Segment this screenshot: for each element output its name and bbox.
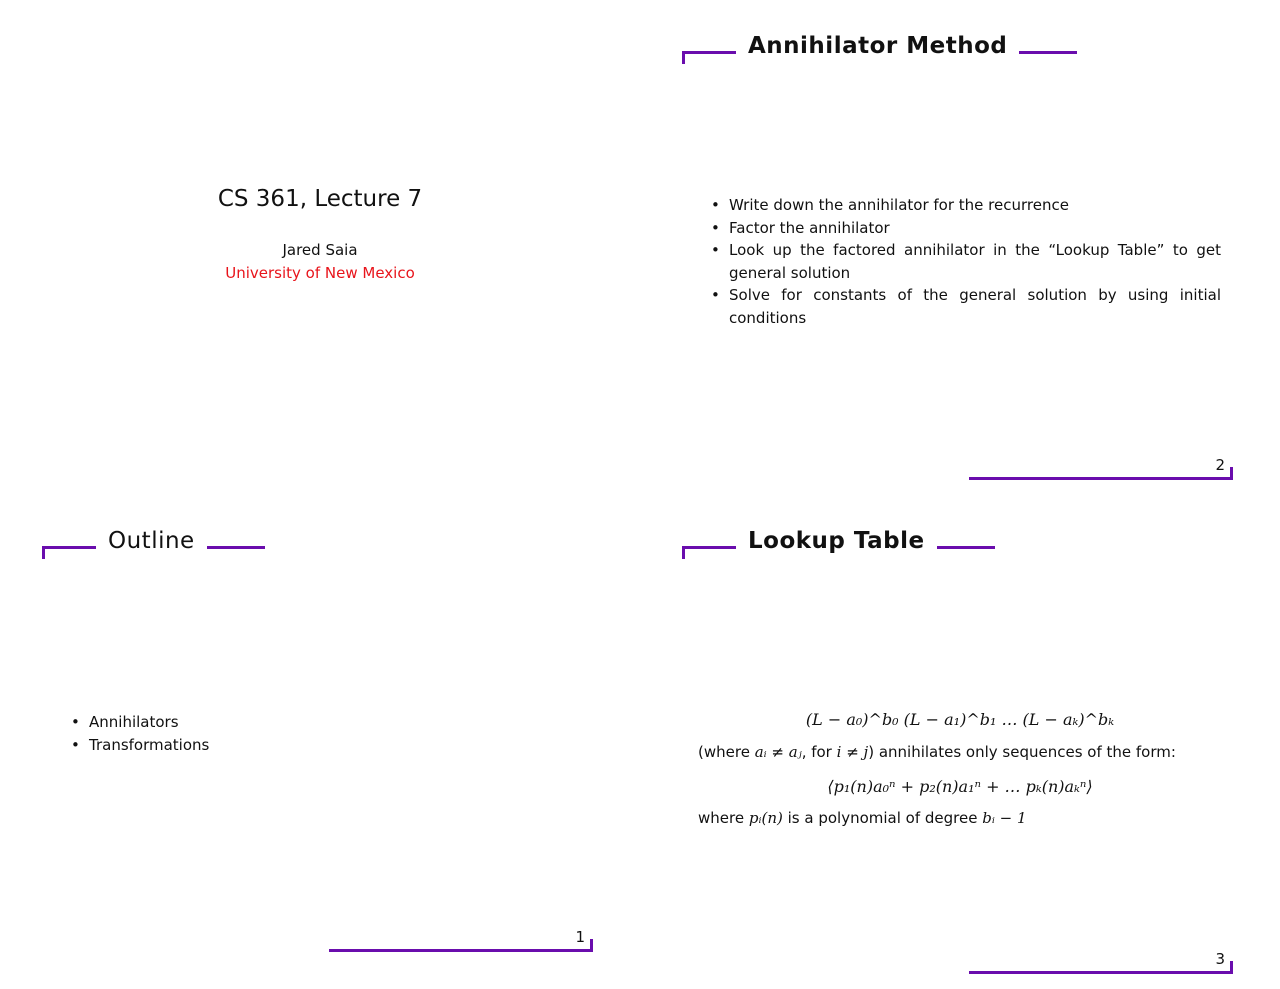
condition-i-neq-j: i ≠ j (836, 743, 869, 761)
slide-header (42, 523, 265, 559)
outline-slide (0, 495, 640, 989)
annihilator-method-slide (640, 0, 1280, 494)
slide-title: Annihilator Method (748, 33, 1008, 59)
title-slide (0, 0, 640, 494)
bullet-list (711, 194, 1221, 329)
header-bar-right (207, 546, 265, 549)
bullet-item: • Factor the annihilator (711, 217, 1221, 240)
poly-degree: bᵢ − 1 (982, 809, 1027, 827)
slide-header (682, 523, 995, 559)
slide-title: Lookup Table (748, 528, 925, 554)
bullet-item: • Transformations (71, 734, 471, 757)
condition-suffix: ) annihilates only sequences of the form: (868, 743, 1176, 761)
condition-for: , for (801, 743, 832, 761)
sequence-formula (640, 777, 1280, 796)
lecture-title: CS 361, Lecture 7 (217, 186, 423, 212)
header-bar-left (42, 546, 96, 549)
slide-header (682, 28, 1077, 64)
condition-ai-neq-aj: aᵢ ≠ aⱼ (754, 743, 802, 761)
header-bar-left (682, 546, 736, 549)
bullet-item: • Solve for constants of the general solution by using initial conditions (711, 284, 1221, 329)
slide-title: Outline (108, 528, 195, 554)
affiliation: University of New Mexico (225, 264, 415, 282)
page-number: 2 (1215, 456, 1225, 474)
header-bar-right (1019, 51, 1077, 54)
lookup-table-slide (640, 495, 1280, 989)
polynomial-line (698, 809, 1027, 827)
poly-middle: is a polynomial of degree (787, 809, 978, 827)
footer-bar (969, 477, 1233, 480)
formula-operator: (L − a₀)^b₀ (L − a₁)^b₁ … (L − aₖ)^bₖ (805, 710, 1115, 729)
annihilator-formula (640, 710, 1280, 729)
bullet-item: • Look up the factored annihilator in the “Lookup Table” to get general solution (711, 239, 1221, 284)
formula-sequence: ⟨p₁(n)a₀ⁿ + p₂(n)a₁ⁿ + … pₖ(n)aₖⁿ⟩ (827, 777, 1093, 796)
page-number: 1 (575, 928, 585, 946)
page-number: 3 (1215, 950, 1225, 968)
header-bar-left (682, 51, 736, 54)
poly-prefix: where (698, 809, 745, 827)
author-name: Jared Saia (282, 241, 358, 259)
bullet-list (71, 711, 471, 756)
slide-footer (969, 456, 1233, 480)
condition-prefix: (where (698, 743, 750, 761)
slide-footer (969, 950, 1233, 974)
condition-line (698, 743, 1176, 761)
bullet-item: • Write down the annihilator for the recurrence (711, 194, 1221, 217)
header-bar-right (937, 546, 995, 549)
footer-bar (329, 949, 593, 952)
poly-term: pᵢ(n) (748, 809, 783, 827)
footer-bar (969, 971, 1233, 974)
slide-footer (329, 928, 593, 952)
bullet-item: • Annihilators (71, 711, 471, 734)
